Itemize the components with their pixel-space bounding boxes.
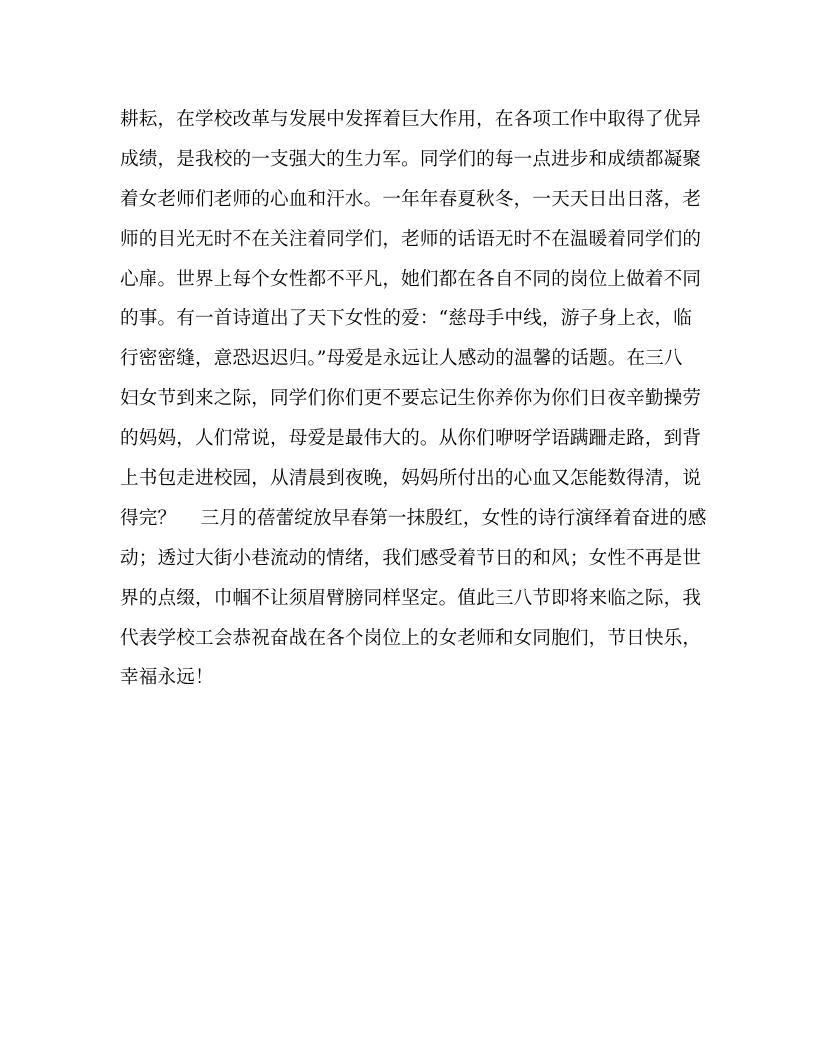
- text-line: 心扉。世界上每个女性都不平凡，她们都在各自不同的岗位上做着不同: [120, 268, 702, 290]
- body-text: [120, 100, 707, 698]
- text-line: 妇女节到来之际，同学们你们更不要忘记生你养你为你们日夜辛勤操劳: [120, 388, 702, 410]
- text-line: 幸福永远！: [120, 667, 214, 689]
- text-line: 上书包走进校园，从清晨到夜晚，妈妈所付出的心血又怎能数得清，说: [120, 468, 702, 490]
- text-line: 的事。有一首诗道出了天下女性的爱：“慈母手中线，游子身上衣，临: [120, 308, 692, 330]
- text-line: 得完？ 三月的蓓蕾绽放早春第一抹殷红，女性的诗行演绎着奋进的感: [120, 507, 707, 529]
- text-line: 动；透过大街小巷流动的情绪，我们感受着节日的和风；女性不再是世: [120, 547, 702, 569]
- text-line: 行密密缝，意恐迟迟归。”母爱是永远让人感动的温馨的话题。在三八: [120, 348, 683, 370]
- text-line: 代表学校工会恭祝奋战在各个岗位上的女老师和女同胞们，节日快乐，: [120, 627, 702, 649]
- text-line: 界的点缀，巾帼不让须眉臂膀同样坚定。值此三八节即将来临之际，我: [120, 587, 702, 609]
- text-line: 耕耘，在学校改革与发展中发挥着巨大作用，在各项工作中取得了优异: [120, 109, 702, 130]
- text-line: 着女老师们老师的心血和汗水。一年年春夏秋冬，一天天日出日落，老: [120, 188, 702, 210]
- text-line: 师的目光无时不在关注着同学们，老师的话语无时不在温暖着同学们的: [120, 228, 702, 250]
- text-line: 成绩，是我校的一支强大的生力军。同学们的每一点进步和成绩都凝聚: [120, 148, 702, 170]
- text-line: 的妈妈，人们常说，母爱是最伟大的。从你们咿呀学语蹒跚走路，到背: [120, 428, 702, 450]
